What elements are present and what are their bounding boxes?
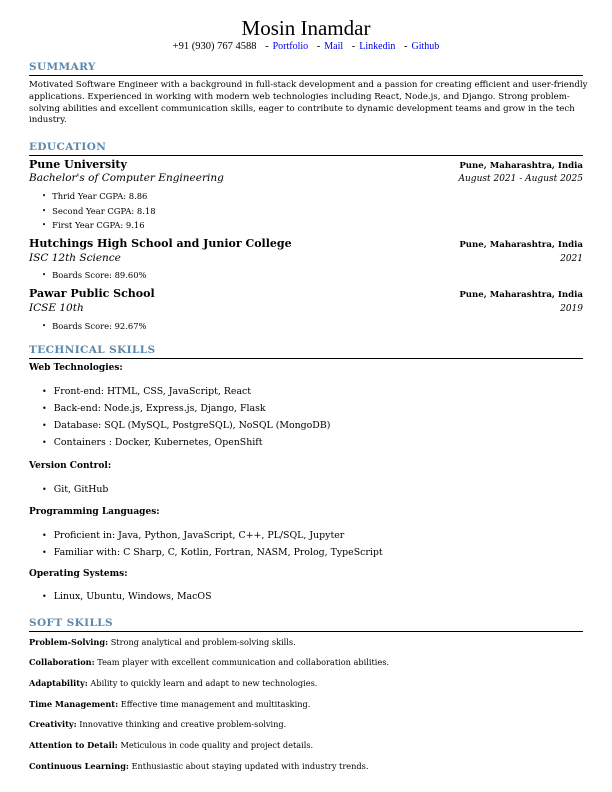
mail-link[interactable]: Mail [324,41,344,52]
soft-skills-heading: SOFT SKILLS [29,617,583,632]
soft-skill-label: Continuous Learning: [29,761,129,771]
list-item: • Front-end: HTML, CSS, JavaScript, React [42,386,251,397]
github-link[interactable]: Github [411,41,440,52]
list-item: • Containers : Docker, Kubernetes, OpenShift [42,437,263,448]
education-degree-row [29,252,583,264]
contact-line [0,41,612,52]
soft-skill-item [29,678,317,688]
location: Pune, Maharashtra, India [459,240,583,250]
institution: Hutchings High School and Junior College [29,237,292,250]
soft-skill-label: Time Management: [29,699,119,709]
soft-skill-item [29,761,368,771]
soft-skill-item [29,637,296,647]
list-item: • Linux, Ubuntu, Windows, MacOS [42,591,212,602]
soft-skill-label: Problem-Solving: [29,637,109,647]
list-item: • Git, GitHub [42,484,108,495]
separator: - [265,41,269,52]
soft-skill-label: Collaboration: [29,657,95,667]
education-entry [29,158,583,171]
institution: Pune University [29,158,127,171]
soft-skill-text: Ability to quickly learn and adapt to new technologies. [90,678,318,688]
date: 2021 [560,254,583,264]
soft-skill-label: Attention to Detail: [29,740,118,750]
separator: - [351,41,356,52]
list-item: • Boards Score: 89.60% [42,269,147,282]
soft-skill-text: Team player with excellent communication and collaboration abilities. [97,657,390,667]
date: 2019 [560,304,583,314]
soft-skill-item [29,699,310,709]
phone: +91 (930) 767 4588 [172,41,257,52]
list-item: • First Year CGPA: 9.16 [42,219,145,232]
separator: - [404,41,408,52]
location: Pune, Maharashtra, India [459,290,583,300]
degree: ISC 12th Science [29,252,121,264]
skill-group-title: Web Technologies: [29,363,123,373]
soft-skill-text: Strong analytical and problem-solving skills. [110,637,296,647]
list-item: • Database: SQL (MySQL, PostgreSQL), NoSQL (MongoDB) [42,420,330,431]
date: August 2021 - August 2025 [458,174,583,184]
portfolio-link[interactable]: Portfolio [272,41,309,52]
summary-heading: SUMMARY [29,61,583,76]
education-entry [29,237,583,250]
education-entry [29,287,583,300]
soft-skill-item [29,719,286,729]
list-item: • Boards Score: 92.67% [42,320,147,333]
separator: - [316,41,321,52]
linkedin-link[interactable]: Linkedin [359,41,396,52]
education-degree-row [29,302,583,314]
soft-skill-item [29,740,313,750]
degree: Bachelor's of Computer Engineering [29,172,224,184]
list-item: • Proficient in: Java, Python, JavaScript, C++, PL/SQL, Jupyter [42,530,344,541]
list-item: • Familiar with: C Sharp, C, Kotlin, Fortran, NASM, Prolog, TypeScript [42,547,383,558]
technical-skills-heading: TECHNICAL SKILLS [29,344,583,359]
list-item: • Thrid Year CGPA: 8.86 [42,190,147,203]
soft-skill-text: Enthusiastic about staying updated with industry trends. [131,761,369,771]
list-item: • Second Year CGPA: 8.18 [42,205,156,218]
degree: ICSE 10th [29,302,84,314]
soft-skill-label: Creativity: [29,719,77,729]
education-heading: EDUCATION [29,141,583,156]
list-item: • Back-end: Node.js, Express.js, Django, Flask [42,403,266,414]
soft-skill-label: Adaptability: [29,678,88,688]
soft-skill-text: Innovative thinking and creative problem-solving. [79,719,287,729]
skill-group-title: Operating Systems: [29,569,128,579]
candidate-name: Mosin Inamdar [241,16,371,40]
skill-group-title: Programming Languages: [29,507,160,517]
soft-skill-text: Meticulous in code quality and project details. [120,740,314,750]
skill-group-title: Version Control: [29,461,112,471]
institution: Pawar Public School [29,287,155,300]
summary-text: Motivated Software Engineer with a background in full-stack development and a passion for creating efficient and user-friendly applications. Experienced in working with modern web technologies including React, Node.js, and Django. Strong problem-solving abilities and excellent communication skills, eager to contribute to dynamic development teams and grow in the tech industry. [29,80,588,126]
soft-skill-text: Effective time management and multitasking. [120,699,311,709]
soft-skill-item [29,657,389,667]
education-degree-row [29,172,583,184]
location: Pune, Maharashtra, India [459,161,583,171]
